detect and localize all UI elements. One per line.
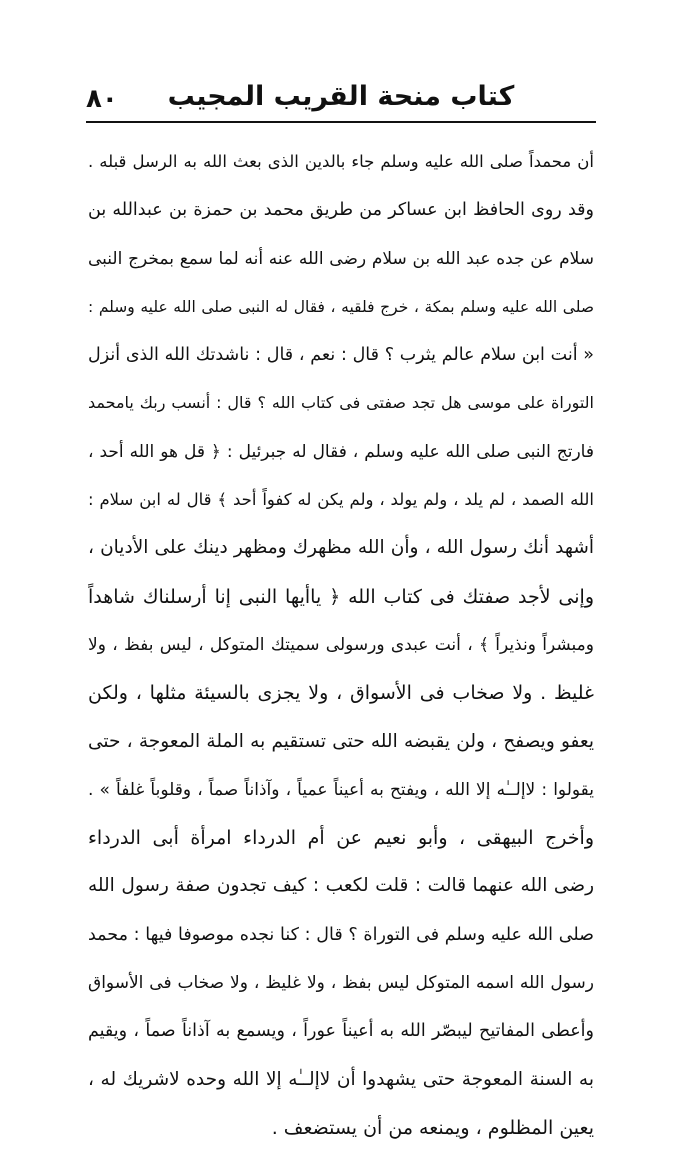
text-line: « أنت ابن سلام عالم يثرب ؟ قال : نعم ، قال : ناشدتك الله الذى أنزل (88, 345, 594, 366)
text-line: رضى الله عنهما قالت : قلت لكعب : كيف تجدون صفة رسول الله (88, 875, 594, 897)
text-line: يقولوا : لاإلــٰه إلا الله ، ويفتح به أعيناً عمياً ، وآذاناً صماً ، وقلوباً غلفاً » . (88, 779, 594, 800)
text-line: فارتج النبى صلى الله عليه وسلم ، فقال له جبرئيل : ﴿ قل هو الله أحد ، (88, 441, 594, 462)
body-text (88, 138, 594, 1152)
text-line: غليظ . ولا صخاب فى الأسواق ، ولا يجزى بالسيئة مثلها ، ولكن (88, 682, 594, 705)
text-line: صلى الله عليه وسلم بمكة ، خرج فلقيه ، فقال له النبى صلى الله عليه وسلم : (88, 297, 594, 316)
text-line: يعفو ويصفح ، ولن يقبضه الله حتى تستقيم به الملة المعوجة ، حتى (88, 730, 594, 752)
paragraph-start-line: وأخرج البيهقى ، وأبو نعيم عن أم الدرداء امرأة أبى الدرداء (88, 827, 594, 850)
text-line: سلام عن جده عبد الله بن سلام رضى الله عنه أنه لما سمع بمخرج النبى (88, 248, 594, 269)
text-line: التوراة على موسى هل تجد صفتى فى كتاب الله ؟ قال : أنسب ربك يامحمد (88, 393, 594, 413)
page-header (86, 78, 596, 118)
text-line: وقد روى الحافظ ابن عساكر من طريق محمد بن حمزة بن عبدالله بن (88, 200, 594, 221)
text-line: أن محمداً صلى الله عليه وسلم جاء بالدين الذى بعث الله به الرسل قبله . (88, 152, 594, 171)
text-line: ومبشراً ونذيراً ﴾ ، أنت عبدى ورسولى سميتك المتوكل ، ليس بفظ ، ولا (88, 634, 594, 655)
text-line: رسول الله اسمه المتوكل ليس بفظ ، ولا غليظ ، ولا صخاب فى الأسواق (88, 973, 594, 994)
text-line: صلى الله عليه وسلم فى التوراة ؟ قال : كنا نجده موصوفا فيها : محمد (88, 924, 594, 945)
text-line: الله الصمد ، لم يلد ، ولم يولد ، ولم يكن له كفواً أحد ﴾ قال له ابن سلام : (88, 490, 594, 510)
header-rule (86, 121, 596, 123)
text-line: به السنة المعوجة حتى يشهدوا أن لاإلــٰه إلا الله وحده لاشريك له ، (88, 1068, 594, 1090)
page-number: ٨٠ (86, 84, 118, 114)
running-title: كتاب منحة القريب المجيب (167, 81, 515, 112)
text-line: يعين المظلوم ، ويمنعه من أن يستضعف . (271, 1116, 594, 1139)
text-line: وأعطى المفاتيح ليبصّر الله به أعيناً عوراً ، ويسمع به آذاناً صماً ، ويقيم (88, 1021, 594, 1042)
text-line: أشهد أنك رسول الله ، وأن الله مظهرك ومظهر دينك على الأديان ، (88, 537, 594, 559)
text-line: وإنى لأجد صفتك فى كتاب الله ﴿ ياأيها النبى إنا أرسلناك شاهداً (88, 585, 594, 608)
